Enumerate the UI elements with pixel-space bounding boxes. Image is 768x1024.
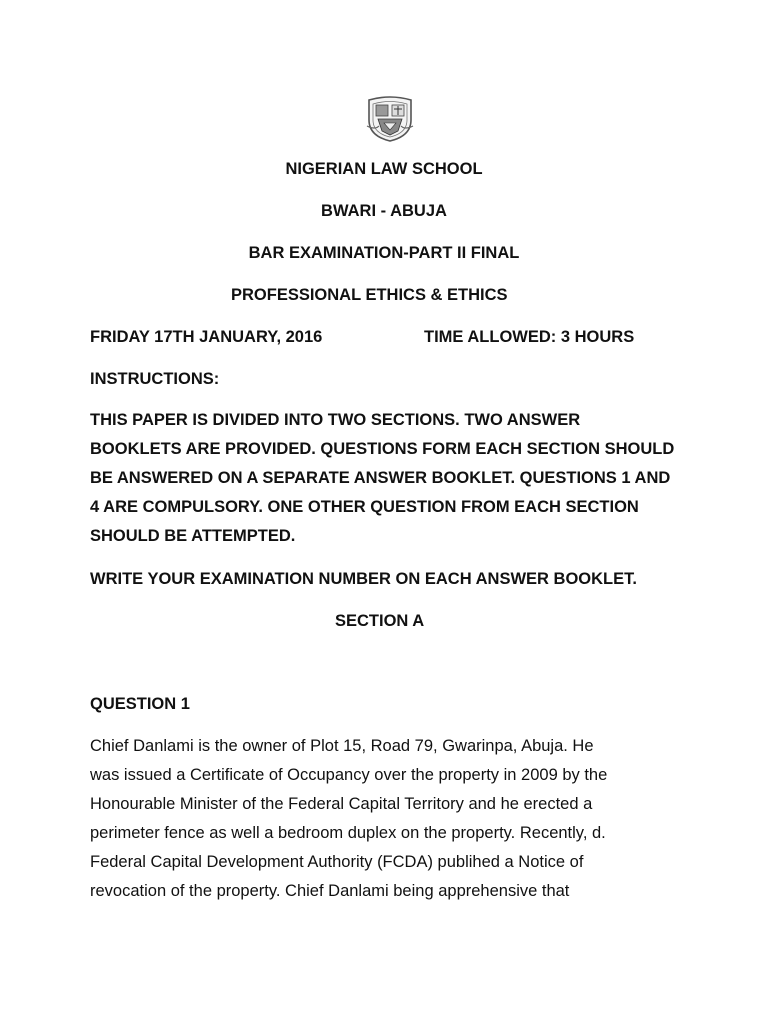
school-name: NIGERIAN LAW SCHOOL [285,160,483,178]
instructions-line: BE ANSWERED ON A SEPARATE ANSWER BOOKLET. QUESTIONS 1 AND [90,469,671,487]
question-line: perimeter fence as well a bedroom duplex on the property. Recently, d. [90,824,606,842]
exam-date: FRIDAY 17TH JANUARY, 2016 [90,328,323,346]
instructions-note: WRITE YOUR EXAMINATION NUMBER ON EACH ANSWER BOOKLET. [90,570,637,588]
question-line: Honourable Minister of the Federal Capital Territory and he erected a [90,795,593,813]
instructions-line: SHOULD BE ATTEMPTED. [90,527,296,545]
exam-title: BAR EXAMINATION-PART II FINAL [248,244,520,262]
law-school-crest-icon [365,96,415,142]
question-line: Chief Danlami is the owner of Plot 15, Road 79, Gwarinpa, Abuja. He [90,737,594,755]
school-location: BWARI - ABUJA [321,202,447,220]
question-body [90,732,690,906]
instructions-heading: INSTRUCTIONS: [90,370,220,388]
question-line: was issued a Certificate of Occupancy over the property in 2009 by the [90,766,608,784]
time-allowed: TIME ALLOWED: 3 HOURS [424,328,635,346]
instructions-line: BOOKLETS ARE PROVIDED. QUESTIONS FORM EACH SECTION SHOULD [90,440,675,458]
instructions-line: THIS PAPER IS DIVIDED INTO TWO SECTIONS. TWO ANSWER [90,411,581,429]
instructions-line: 4 ARE COMPULSORY. ONE OTHER QUESTION FROM EACH SECTION [90,498,639,516]
question-line: Federal Capital Development Authority (FCDA) publihed a Notice of [90,853,584,871]
instructions-paragraph [90,406,690,551]
section-title: SECTION A [335,612,425,630]
question-title: QUESTION 1 [90,695,190,713]
question-line: revocation of the property. Chief Danlami being apprehensive that [90,882,570,900]
exam-subject: PROFESSIONAL ETHICS & ETHICS [231,286,508,304]
